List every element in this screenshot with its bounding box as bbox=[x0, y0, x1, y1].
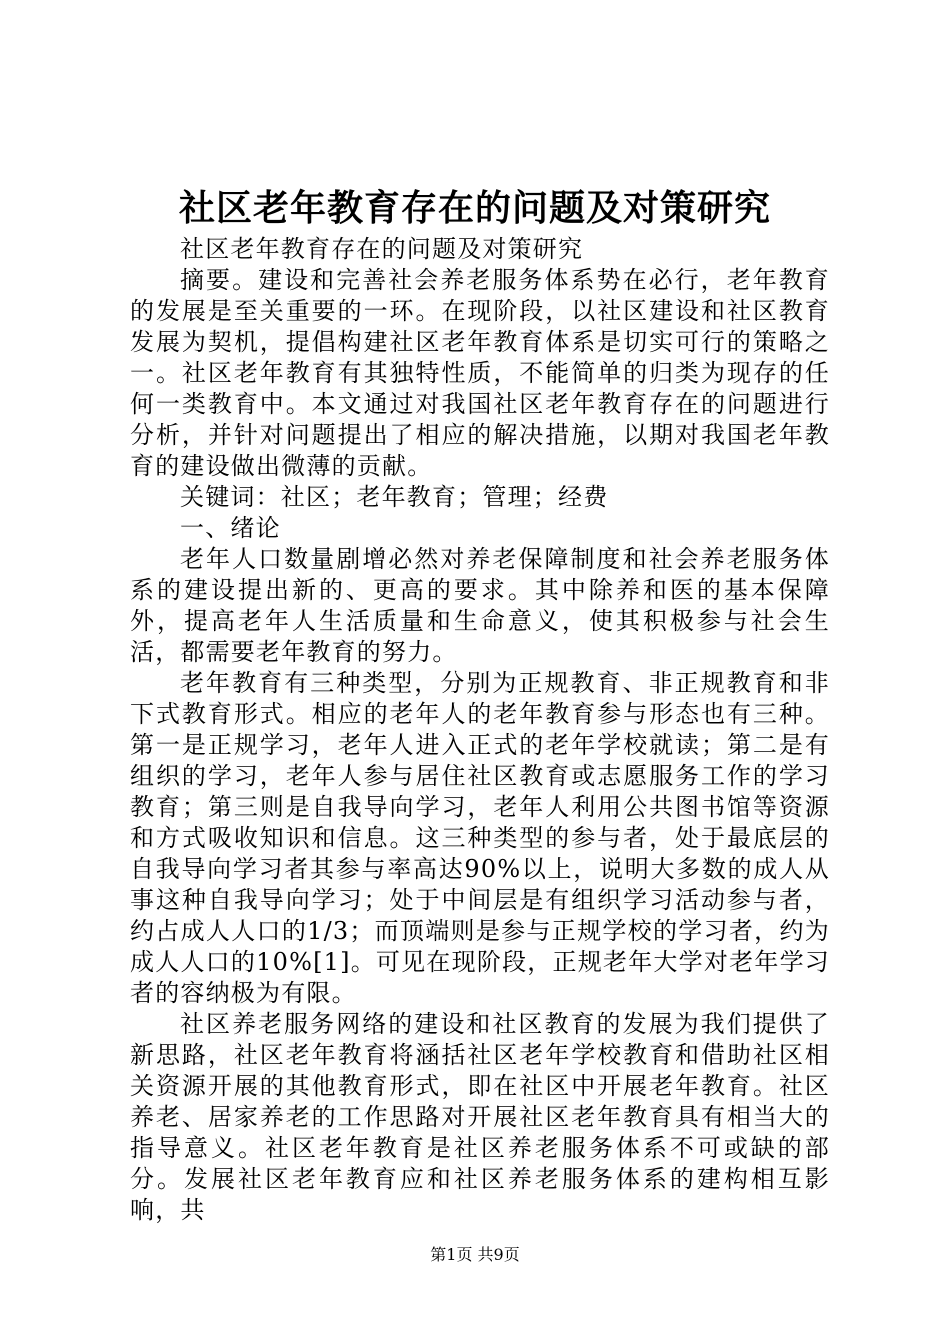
body-paragraph: 老年人口数量剧增必然对养老保障制度和社会养老服务体系的建设提出新的、更高的要求。其中除养和医的基本保障外，提高老年人生活质量和生命意义，使其积极参与社会生活，都需要老年教育的努力。 bbox=[130, 545, 830, 666]
keywords-line: 关键词：社区；老年教育；管理；经费 bbox=[180, 483, 609, 511]
document-body bbox=[130, 234, 830, 1226]
abstract-paragraph: 摘要。建设和完善社会养老服务体系势在必行，老年教育的发展是至关重要的一环。在现阶段，以社区建设和社区教育发展为契机，提倡构建社区老年教育体系是切实可行的策略之一。社区老年教育有其独特性质，不能简单的归类为现存的任何一类教育中。本文通过对我国社区老年教育存在的问题进行分析，并针对问题提出了相应的解决措施，以期对我国老年教育的建设做出微薄的贡献。 bbox=[130, 266, 830, 480]
body-paragraph: 社区养老服务网络的建设和社区教育的发展为我们提供了新思路，社区老年教育将涵括社区老年学校教育和借助社区相关资源开展的其他教育形式，即在社区中开展老年教育。社区养老、居家养老的工作思路对开展社区老年教育具有相当大的指导意义。社区老年教育是社区养老服务体系不可或缺的部分。发展社区老年教育应和社区养老服务体系的建构相互影响，共 bbox=[130, 1010, 830, 1224]
section-heading-introduction: 一、绪论 bbox=[180, 514, 281, 542]
page-footer: 第1页 共9页 bbox=[430, 1245, 520, 1264]
body-subtitle: 社区老年教育存在的问题及对策研究 bbox=[180, 235, 584, 263]
document-title: 社区老年教育存在的问题及对策研究 bbox=[178, 187, 771, 229]
body-paragraph: 老年教育有三种类型，分别为正规教育、非正规教育和非下式教育形式。相应的老年人的老年教育参与形态也有三种。第一是正规学习，老年人进入正式的老年学校就读；第二是有组织的学习，老年人参与居住社区教育或志愿服务工作的学习教育；第三则是自我导向学习，老年人利用公共图书馆等资源和方式吸收知识和信息。这三种类型的参与者，处于最底层的自我导向学习者其参与率高达90%以上，说明大多数的成人从事这种自我导向学习；处于中间层是有组织学习活动参与者，约占成人人口的1/3；而顶端则是参与正规学校的学习者，约为成人人口的10%[1]。可见在现阶段，正规老年大学对老年学习者的容纳极为有限。 bbox=[130, 669, 830, 1007]
